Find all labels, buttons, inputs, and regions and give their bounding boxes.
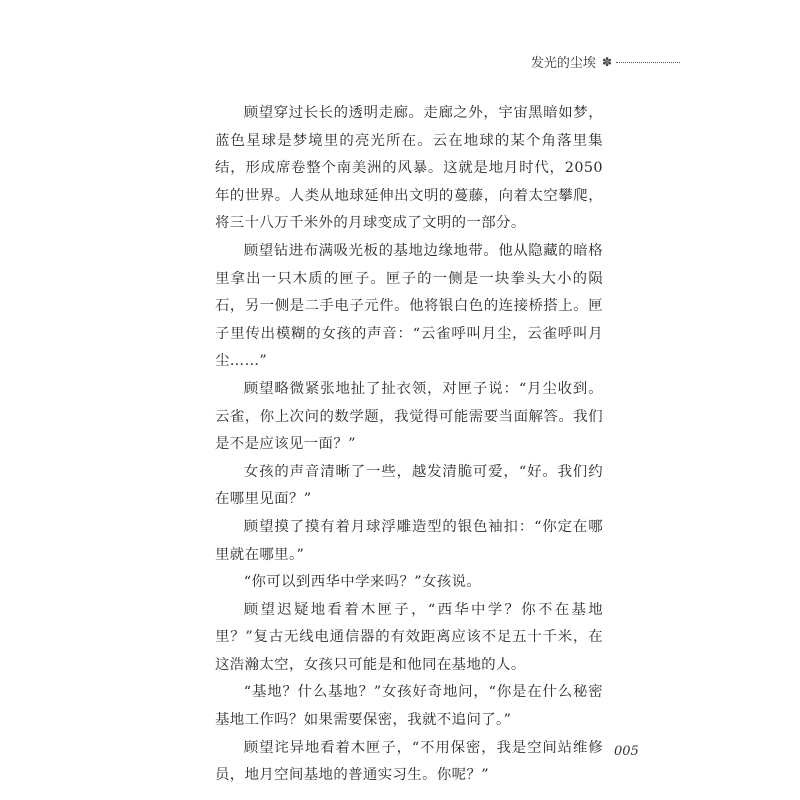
paragraph: “你可以到西华中学来吗？”女孩说。 — [243, 574, 482, 591]
running-header — [531, 52, 680, 71]
header-dotted-rule — [616, 62, 680, 63]
paragraph: 顾望钻进布满吸光板的基地边缘地带。他从隐藏的暗格里拿出一只木质的匣子。匣子的一侧是一块拳头大小的陨石，另一侧是二手电子元件。他将银白色的连接桥搭上。匣子里传出模糊的女孩的声音：“云雀呼叫月尘，云雀呼叫月尘……” — [215, 242, 603, 370]
paragraph: 顾望摸了摸有着月球浮雕造型的银色袖扣：“你定在哪里就在哪里。” — [215, 518, 603, 563]
paragraph: 顾望穿过长长的透明走廊。走廊之外，宇宙黑暗如梦，蓝色星球是梦境里的亮光所在。云在地球的某个角落里集结，形成席卷整个南美洲的风暴。这就是地月时代，2050年的世界。人类从地球延伸出文明的蔓藤，向着太空攀爬，将三十八万千米外的月球变成了文明的一部分。 — [215, 105, 603, 232]
paragraph: 顾望迟疑地看着木匣子，“西华中学？你不在基地里？”复古无线电通信器的有效距离应该不足五十千米，在这浩瀚太空，女孩只可能是和他同在基地的人。 — [215, 601, 603, 673]
page-number: 005 — [614, 744, 639, 759]
body-text — [215, 100, 603, 790]
paragraph: 顾望诧异地看着木匣子，“不用保密，我是空间站维修员，地月空间基地的普通实习生。你呢？” — [215, 739, 603, 784]
paragraph: 顾望略微紧张地扯了扯衣领，对匣子说：“月尘收到。云雀，你上次问的数学题，我觉得可能需要当面解答。我们是不是应该见一面？” — [215, 380, 603, 453]
header-title: 发光的尘埃 — [530, 56, 596, 71]
flower-ornament-icon: ✽ — [601, 54, 612, 69]
paragraph: “基地？什么基地？”女孩好奇地问，“你是在什么秘密基地工作吗？如果需要保密，我就不追问了。” — [215, 684, 603, 729]
paragraph: 女孩的声音清晰了一些，越发清脆可爱，“好。我们约在哪里见面？” — [215, 463, 603, 508]
